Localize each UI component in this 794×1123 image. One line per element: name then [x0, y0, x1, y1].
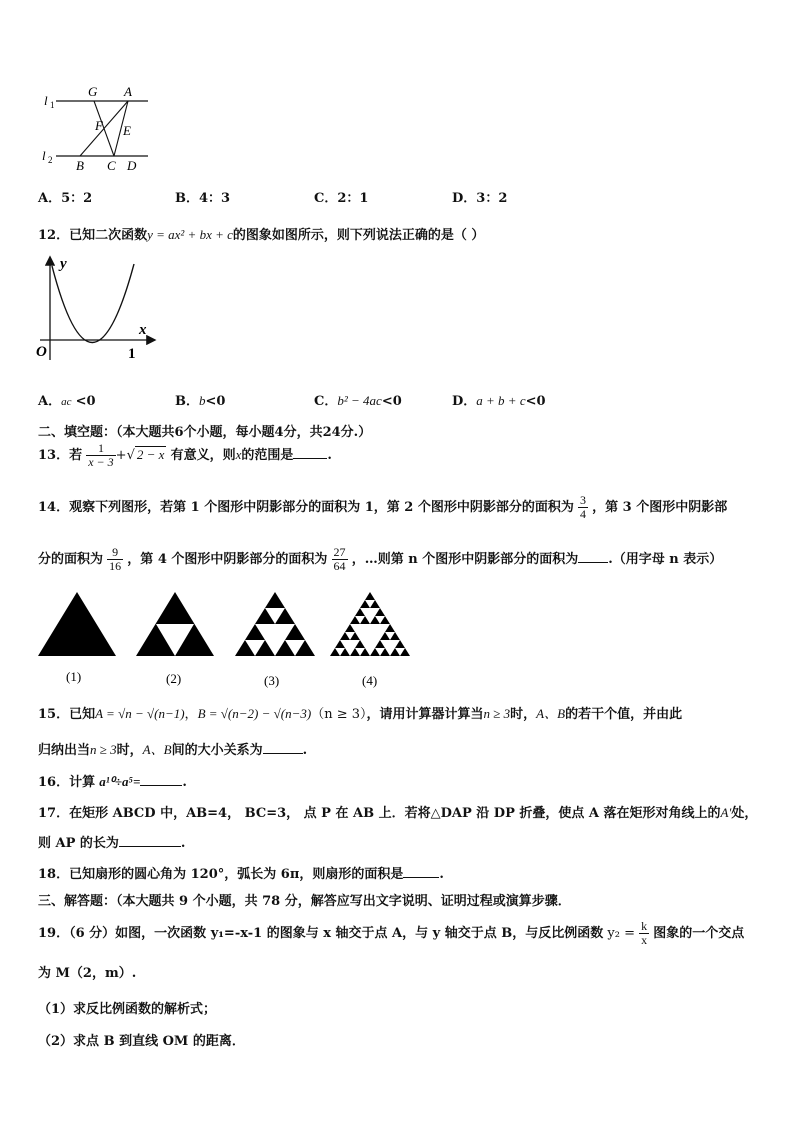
q11-option-c: C．2：1 [314, 191, 369, 206]
svg-text:(2): (2) [166, 671, 182, 686]
q19-sub1: （1）求反比例函数的解析式； [38, 1002, 217, 1017]
q19-line2: 为 M（2，m）. [38, 966, 137, 981]
svg-text:1: 1 [50, 100, 55, 110]
q16-answer-blank[interactable] [140, 785, 182, 786]
svg-text:1: 1 [128, 346, 136, 362]
sierpinski-figures [36, 588, 426, 688]
q11-option-d: D．3：2 [452, 191, 508, 206]
q19-line1: 19．（6 分）如图，一次函数 y₁=-x-1 的图象与 x 轴交于点 A，与 y 轴交于点 B，与反比例函数 y₂ = $\frac{k}{x}$ 图象的一个交点 [38, 919, 745, 947]
svg-text:G: G [88, 84, 98, 99]
q18: 18．已知扇形的圆心角为 120°，弧长为 6π，则扇形的面积是 . [38, 867, 444, 882]
q18-answer-blank[interactable] [403, 877, 439, 878]
q17-line1: 17．在矩形 ABCD 中，AB=4， BC=3， 点 P 在 AB 上．若将△DAP 沿 DP 折叠，使点 A 落在矩形对角线上的A′处， [38, 805, 758, 821]
label-l2: l [42, 148, 46, 163]
svg-text:B: B [76, 158, 84, 173]
svg-text:y: y [60, 256, 67, 272]
q12-option-b: B．b<0 [175, 393, 226, 409]
q16: 16．计算 a¹⁰÷a⁵= . [38, 774, 187, 790]
parallel-lines-figure [36, 84, 156, 174]
q13-answer-blank[interactable] [293, 458, 327, 459]
q13: 13．若 $\frac{1}{x - 3}$ +√ 2 − x 有意义，则x的范围是 . [38, 441, 332, 469]
q12-option-d: D．a + b + c<0 [452, 393, 546, 409]
q15-line1: 15．已知A = √n − √(n−1)，B = √(n−2) − √(n−3)（n ≥ 3），请用计算器计算当n ≥ 3时，A、B的若干个值，并由此 [38, 706, 683, 722]
parabola-graph [34, 252, 164, 364]
q15-answer-blank[interactable] [263, 753, 303, 754]
q19-sub2: （2）求点 B 到直线 OM 的距离． [38, 1034, 245, 1049]
q11-option-a: A．5：2 [38, 191, 93, 206]
svg-text:E: E [123, 123, 131, 138]
section-2-heading: 二、填空题：（本大题共6个小题，每小题4分，共24分.） [38, 425, 372, 440]
q12-option-a: A．ac <0 [38, 394, 96, 409]
q11-option-b: B．4：3 [175, 191, 231, 206]
svg-text:x: x [139, 322, 147, 338]
q12-stem: 12．已知二次函数y = ax² + bx + c的图象如图所示，则下列说法正确的是（ ） [38, 227, 485, 243]
label-l1: l [44, 93, 48, 108]
svg-text:D: D [127, 158, 137, 173]
svg-text:(4): (4) [362, 673, 378, 688]
section-3-heading: 三、解答题：（本大题共 9 个小题，共 78 分，解答应写出文字说明、证明过程或演算步骤． [38, 894, 571, 909]
svg-text:(3): (3) [264, 673, 280, 688]
svg-text:F: F [95, 118, 103, 133]
q17-line2: 则 AP 的长为 . [38, 836, 186, 851]
q14-line2: 分的面积为 $\frac{9}{16}$ ，第 4 个图形中阴影部分的面积为 $\frac{27}{64}$ ，…则第 n 个图形中阴影部分的面积为 .（用字母 n 表示） [38, 545, 723, 573]
svg-text:A: A [124, 84, 132, 99]
q14-line1: 14．观察下列图形，若第 1 个图形中阴影部分的面积为 1，第 2 个图形中阴影部分的面积为 $\frac{3}{4}$ ，第 3 个图形中阴影部 [38, 493, 728, 521]
q14-answer-blank[interactable] [578, 562, 608, 563]
svg-text:C: C [107, 158, 116, 173]
q15-line2: 归纳出当n ≥ 3时，A、B间的大小关系为 . [38, 742, 308, 758]
svg-text:(1): (1) [66, 669, 82, 684]
svg-text:O: O [36, 344, 47, 360]
q17-answer-blank[interactable] [119, 846, 181, 847]
q12-option-c: C．b² − 4ac<0 [314, 393, 402, 409]
svg-text:2: 2 [48, 155, 53, 165]
